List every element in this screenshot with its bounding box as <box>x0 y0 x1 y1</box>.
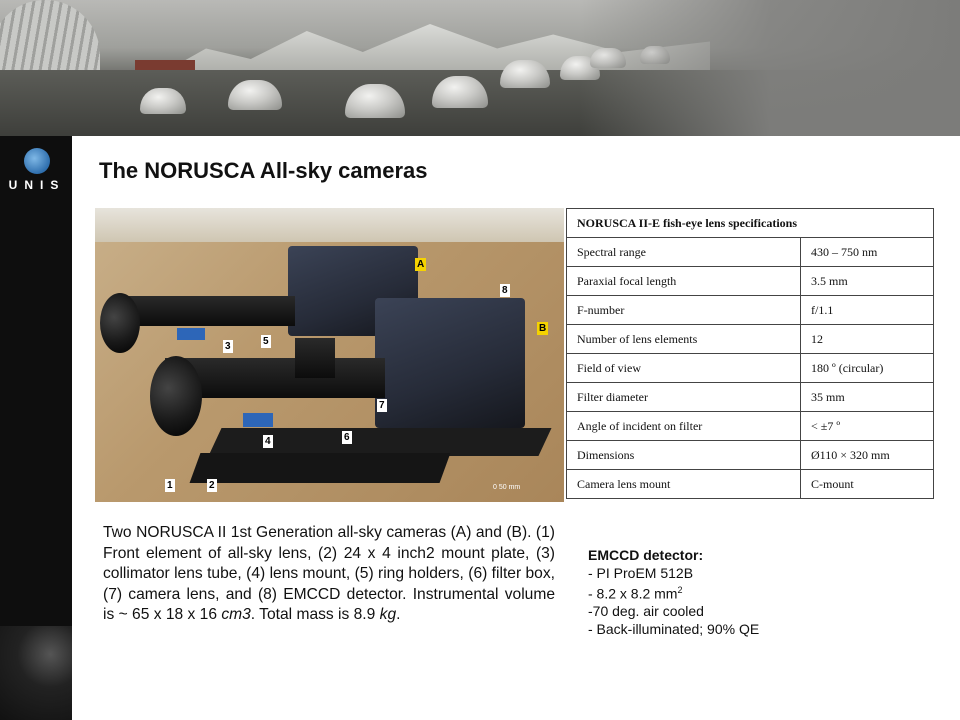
header-banner-photo <box>0 0 960 136</box>
spec-value: Ø110 × 320 mm <box>801 441 934 470</box>
spec-value: 12 <box>801 325 934 354</box>
emccd-line-text: - 8.2 x 8.2 mm <box>588 585 678 602</box>
photo-label: 6 <box>344 432 350 443</box>
table-row <box>567 296 934 325</box>
small-dome <box>140 88 186 114</box>
logo-text: UNIS <box>8 178 66 192</box>
photo-label: 4 <box>265 436 271 447</box>
page-title: The NORUSCA All-sky cameras <box>99 158 428 183</box>
photo-label: 8 <box>502 285 508 296</box>
spec-value: < ±7 º <box>801 412 934 441</box>
caption-text: . Total mass is 8.9 <box>250 606 380 623</box>
caption-unit: kg <box>379 606 397 623</box>
fisheye-lens-a <box>100 293 140 353</box>
caption-text: . <box>396 606 401 623</box>
lens-photo <box>0 626 72 720</box>
photo-label: B <box>539 323 547 334</box>
fog-overlay <box>580 0 960 136</box>
mount-plate-front <box>190 453 451 483</box>
spec-value: 180 º (circular) <box>801 354 934 383</box>
table-row <box>567 354 934 383</box>
spec-label: Paraxial focal length <box>567 267 801 296</box>
fisheye-lens-b <box>150 356 202 436</box>
globe-logo-icon <box>24 148 50 174</box>
spec-label: Camera lens mount <box>567 470 801 499</box>
blue-clamp <box>177 328 205 340</box>
table-row <box>567 238 934 267</box>
caption-unit: cm3 <box>221 606 251 623</box>
emccd-line <box>588 582 759 603</box>
photo-label: 2 <box>209 480 215 491</box>
spec-value: C-mount <box>801 470 934 499</box>
photo-label: 1 <box>167 480 173 491</box>
emccd-heading: EMCCD detector: <box>588 547 704 563</box>
spec-value: 430 – 750 nm <box>801 238 934 267</box>
scale-bar: 0 50 mm <box>493 484 521 491</box>
spec-label: Dimensions <box>567 441 801 470</box>
filter-box <box>295 338 335 378</box>
table-heading: NORUSCA II-E fish-eye lens specifications <box>567 209 934 238</box>
spec-label: Angle of incident on filter <box>567 412 801 441</box>
table-row <box>567 383 934 412</box>
photo-label: 3 <box>225 341 231 352</box>
table-row <box>567 267 934 296</box>
table-row <box>567 441 934 470</box>
photo-label: 5 <box>263 336 269 347</box>
blue-clamp <box>243 413 273 427</box>
table-row <box>567 325 934 354</box>
mount-plate-rear <box>208 428 551 456</box>
table-row <box>567 470 934 499</box>
spec-value: 35 mm <box>801 383 934 412</box>
emccd-superscript: 2 <box>677 585 683 595</box>
spec-value: 3.5 mm <box>801 267 934 296</box>
caption-text: Two NORUSCA II 1st Generation all-sky cameras (A) and (B). (1) Front element of all-sky lens, (2) 24 x 4 inch2 mount plate, (3) collimator lens tube, (4) lens mount, (5) ring holders, (6) filter box, (7) camera lens, and (8) EMCCD detector. Instrumental volume is ~ 65 x 18 x 16 <box>103 524 555 623</box>
table-header-row <box>567 209 934 238</box>
emccd-line: - Back-illuminated; 90% QE <box>588 620 760 637</box>
camera-body-b <box>375 298 525 428</box>
photo-label: 7 <box>379 400 385 411</box>
emccd-details <box>588 547 759 638</box>
emccd-line: -70 deg. air cooled <box>588 603 704 620</box>
photo-wall <box>95 208 564 242</box>
spec-label: Field of view <box>567 354 801 383</box>
spec-label: Number of lens elements <box>567 325 801 354</box>
photo-caption <box>103 523 555 626</box>
table-row <box>567 412 934 441</box>
spec-value: f/1.1 <box>801 296 934 325</box>
camera-photo <box>95 208 564 502</box>
spec-label: F-number <box>567 296 801 325</box>
lens-tube-a <box>125 296 295 326</box>
spec-label: Spectral range <box>567 238 801 267</box>
photo-label: A <box>417 259 425 270</box>
specifications-table <box>566 208 934 499</box>
spec-label: Filter diameter <box>567 383 801 412</box>
emccd-line: - PI ProEM 512B <box>588 564 694 581</box>
